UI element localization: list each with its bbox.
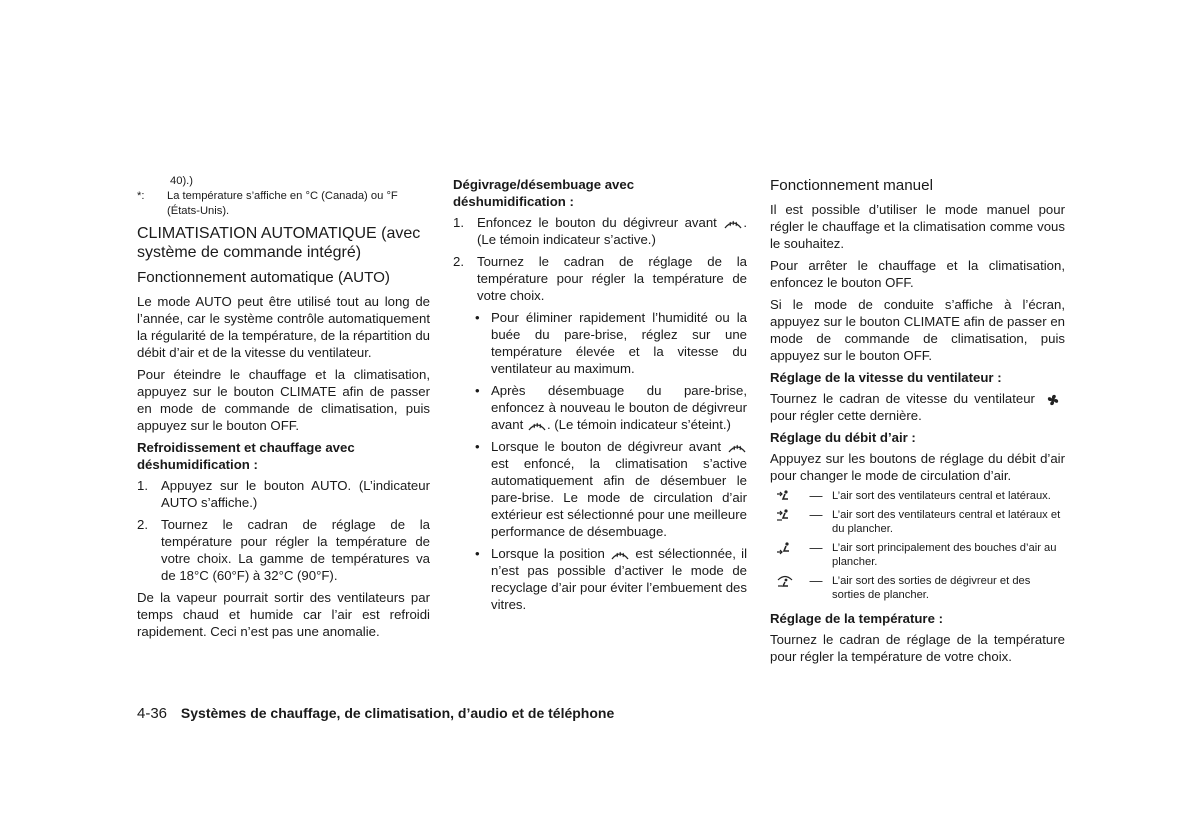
section-title: CLIMATISATION AUTOMATIQUE (avec système de commande intégré) [137, 225, 421, 261]
heading-temperature: Réglage de la température : [770, 611, 943, 626]
mode-dash: — [809, 540, 823, 555]
bullet-text: Pour éliminer rapidement l’humidité ou la buée du pare-brise, réglez sur une température élevée et la vitesse du ventilateur au maximum. [491, 310, 747, 376]
footnote-mark: *: [137, 190, 145, 202]
paragraph-fan-speed: Tournez le cadran de vitesse du ventilateur pour régler cette dernière. [770, 390, 1065, 424]
footnote [137, 189, 430, 219]
step-text: Appuyez sur le bouton AUTO. (L’indicateur AUTO s’affiche.) [161, 478, 430, 510]
heading-cooling-heating: Refroidissement et chauffage avec déshumidification : [137, 440, 355, 472]
page-footer [137, 704, 614, 723]
step-text: Tournez le cadran de réglage de la température pour régler la température de votre choix. [477, 254, 747, 303]
vent-bilevel-icon [775, 508, 795, 522]
step-number: 2. [137, 517, 148, 532]
step-2 [137, 516, 430, 584]
paragraph-turn-off: Pour éteindre le chauffage et la climatisation, appuyez sur le bouton CLIMATE afin de passer en mode de commande de climatisation, puis appuyez sur le bouton OFF. [137, 367, 430, 433]
footnote-text: La température s’affiche en °C (Canada) ou °F (États-Unis). [167, 190, 398, 217]
step-1 [453, 214, 747, 248]
step-number: 2. [453, 254, 464, 269]
step-text: Tournez le cadran de réglage de la température pour régler la température de votre choix. La gamme de températures va de 18°C (60°F) à 32°C (90°F). [161, 517, 430, 583]
step-number: 1. [137, 478, 148, 493]
step-number: 1. [453, 215, 464, 230]
vent-floor-icon [775, 541, 795, 555]
bullet-mark: • [475, 383, 480, 398]
heading-airflow: Réglage du débit d’air : [770, 430, 916, 445]
front-defroster-icon [723, 218, 743, 230]
bullet-text: Lorsque le bouton de dégivreur avant est enfoncé, la climatisation s’active automatiquement afin de désembuer le pare-brise. Le mode de circulation d’air extérieur est sélectionné pour une meilleure performance de désembuage. [491, 439, 747, 539]
mode-dash: — [809, 507, 823, 522]
column-2 [453, 174, 747, 618]
bullet-mark: • [475, 439, 480, 454]
bullet-item [471, 309, 747, 377]
vent-face-icon [775, 489, 795, 503]
heading-defrost: Dégivrage/désembuage avec déshumidification : [453, 177, 635, 209]
bullet-item [471, 438, 747, 540]
column-3 [770, 174, 1065, 670]
heading-fan-speed: Réglage de la vitesse du ventilateur : [770, 370, 1002, 385]
bullet-text: Après désembuage du pare-brise, enfoncez à nouveau le bouton de dégivreur avant . (Le témoin indicateur s’éteint.) [491, 383, 747, 432]
airflow-mode-item [770, 489, 1065, 503]
bullet-item [471, 545, 747, 613]
paragraph-auto-mode: Le mode AUTO peut être utilisé tout au long de l’année, car le système contrôle automatiquement la régularité de la température, de la répartition du débit d’air et de la vitesse du ventilateur. [137, 294, 430, 360]
bullet-mark: • [475, 546, 480, 561]
front-defroster-icon [610, 549, 630, 561]
step-text: Enfoncez le bouton du dégivreur avant . (Le témoin indicateur s’active.) [477, 215, 748, 247]
bullet-item [471, 382, 747, 433]
bullet-mark: • [475, 310, 480, 325]
paragraph-drive-mode: Si le mode de conduite s’affiche à l’écran, appuyez sur le bouton CLIMATE afin de passer en mode de commande de climatisation, puis appuyez sur le bouton OFF. [770, 297, 1065, 363]
vent-defrost-floor-icon [775, 574, 795, 588]
subsection-title-manual: Fonctionnement manuel [770, 177, 933, 194]
paragraph-stop: Pour arrêter le chauffage et la climatisation, enfoncez le bouton OFF. [770, 258, 1065, 290]
column-1 [137, 174, 430, 645]
step-1 [137, 477, 430, 511]
mode-dash: — [809, 573, 823, 588]
mode-text: L’air sort des ventilateurs central et latéraux et du plancher. [832, 509, 1061, 535]
front-defroster-icon [527, 420, 547, 432]
step-2 [453, 253, 747, 304]
airflow-mode-item [770, 508, 1065, 536]
mode-text: L’air sort des ventilateurs central et latéraux. [832, 490, 1051, 502]
front-defroster-icon [727, 442, 747, 454]
airflow-mode-item [770, 541, 1065, 569]
mode-dash: — [809, 488, 823, 503]
mode-text: L’air sort des sorties de dégivreur et des sorties de plancher. [832, 575, 1031, 601]
airflow-mode-item [770, 574, 1065, 602]
footer-title: Systèmes de chauffage, de climatisation, d’audio et de téléphone [180, 705, 615, 721]
paragraph-airflow: Appuyez sur les boutons de réglage du débit d’air pour changer le mode de circulation d’air. [770, 451, 1065, 483]
paragraph-temperature: Tournez le cadran de réglage de la température pour régler la température de votre choix. [770, 632, 1065, 664]
continuation-text: 40).) [170, 175, 194, 187]
paragraph-vapor-note: De la vapeur pourrait sortir des ventilateurs par temps chaud et humide car l’air est refroidi rapidement. Ceci n’est pas une anomalie. [137, 590, 430, 639]
bullet-text: Lorsque la position est sélectionnée, il n’est pas possible d’activer le mode de recyclage d’air pour éviter l’embuement des vitres. [491, 546, 748, 612]
page-number: 4-36 [137, 705, 168, 722]
fan-icon [1041, 393, 1065, 407]
mode-text: L’air sort principalement des bouches d’air au plancher. [832, 542, 1057, 568]
paragraph-manual-mode: Il est possible d’utiliser le mode manuel pour régler le chauffage et la climatisation comme vous le souhaitez. [770, 202, 1065, 251]
subsection-title-auto: Fonctionnement automatique (AUTO) [137, 269, 390, 286]
